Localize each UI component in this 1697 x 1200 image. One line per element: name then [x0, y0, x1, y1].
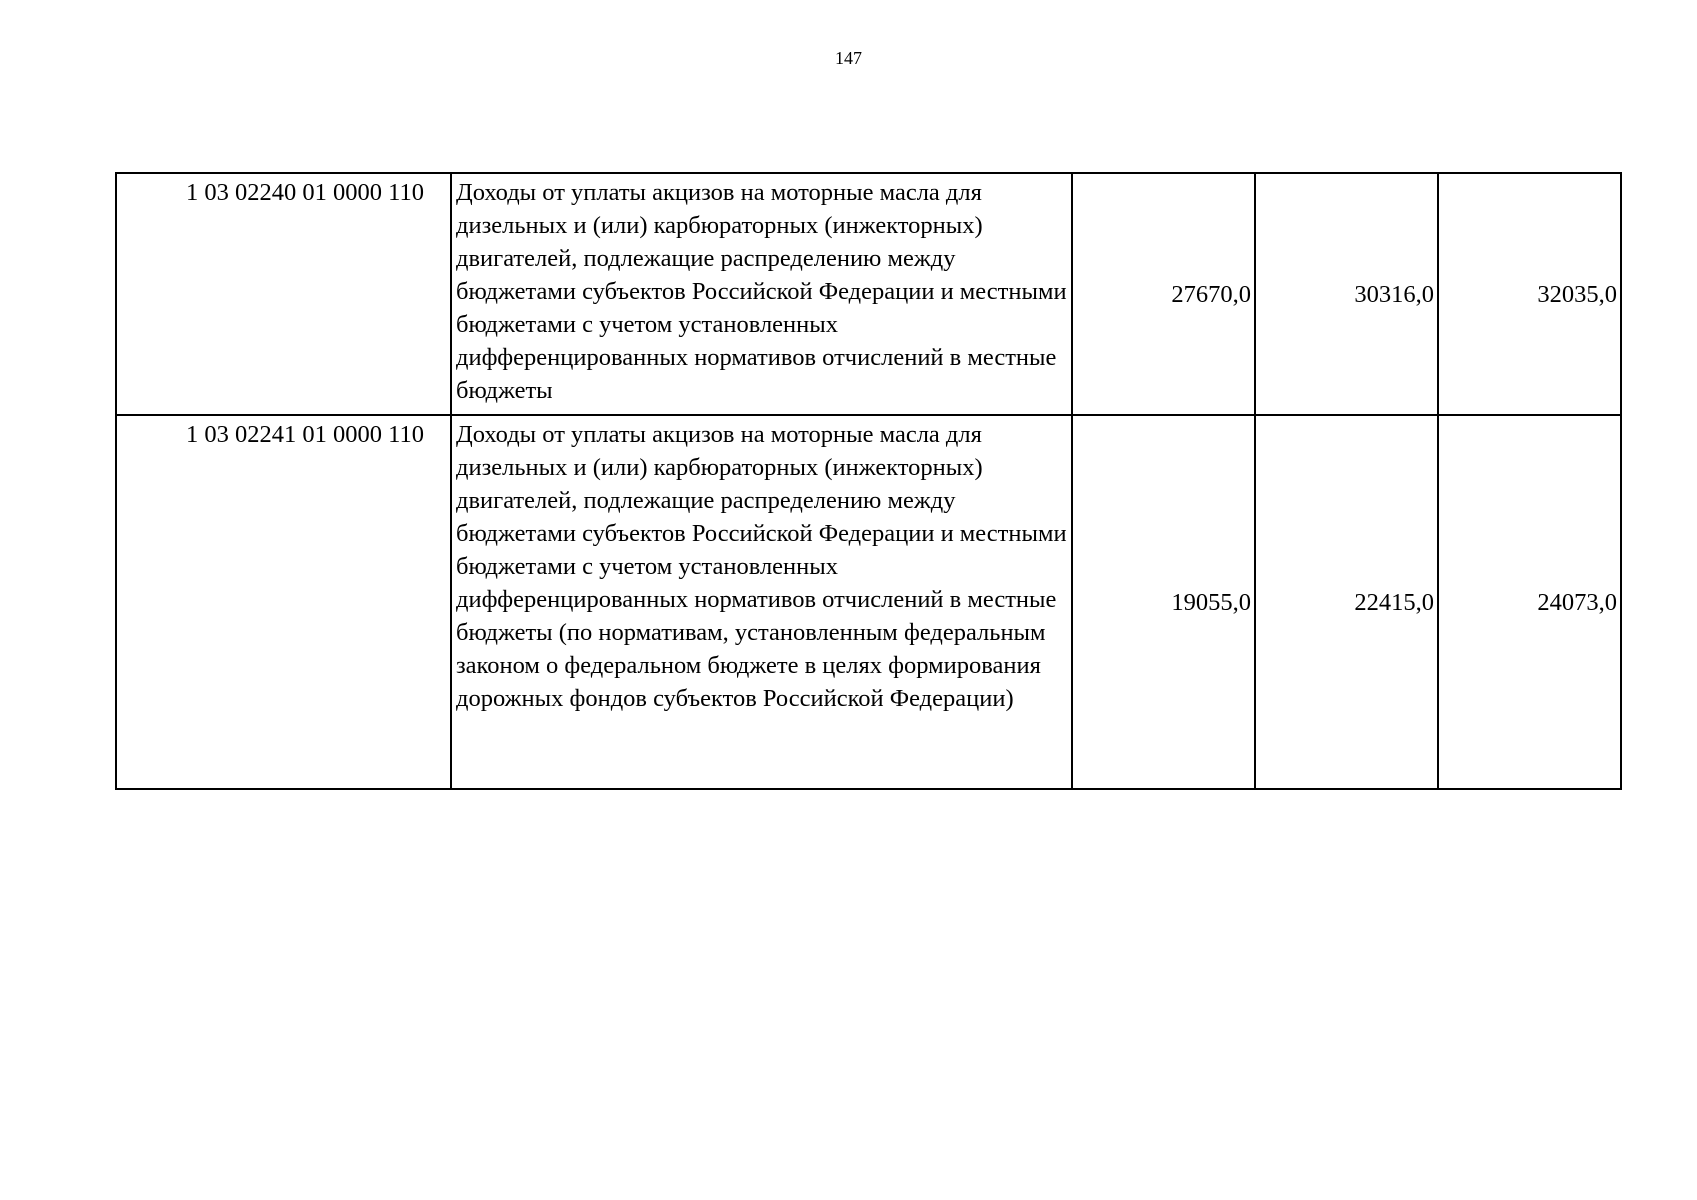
amount-year-1: 19055,0 — [1072, 415, 1255, 789]
table-row — [116, 415, 1621, 789]
amount-year-2: 30316,0 — [1255, 173, 1438, 415]
budget-table — [115, 172, 1622, 790]
revenue-description: Доходы от уплаты акцизов на моторные масла для дизельных и (или) карбюраторных (инжекторных) двигателей, подлежащие распределению между бюджетами субъектов Российской Федерации и местными бюджетами с учетом установленных дифференцированных нормативов отчислений в местные бюджеты — [451, 173, 1072, 415]
page-number: 147 — [835, 48, 862, 68]
revenue-description: Доходы от уплаты акцизов на моторные масла для дизельных и (или) карбюраторных (инжекторных) двигателей, подлежащие распределению между бюджетами субъектов Российской Федерации и местными бюджетами с учетом установленных дифференцированных нормативов отчислений в местные бюджеты (по нормативам, установленным федеральным законом о федеральном бюджете в целях формирования дорожных фондов субъектов Российской Федерации) — [451, 415, 1072, 789]
budget-classification-code: 1 03 02241 01 0000 110 — [116, 415, 451, 789]
budget-classification-code: 1 03 02240 01 0000 110 — [116, 173, 451, 415]
amount-year-3: 32035,0 — [1438, 173, 1621, 415]
amount-year-1: 27670,0 — [1072, 173, 1255, 415]
table-row — [116, 173, 1621, 415]
amount-year-2: 22415,0 — [1255, 415, 1438, 789]
amount-year-3: 24073,0 — [1438, 415, 1621, 789]
